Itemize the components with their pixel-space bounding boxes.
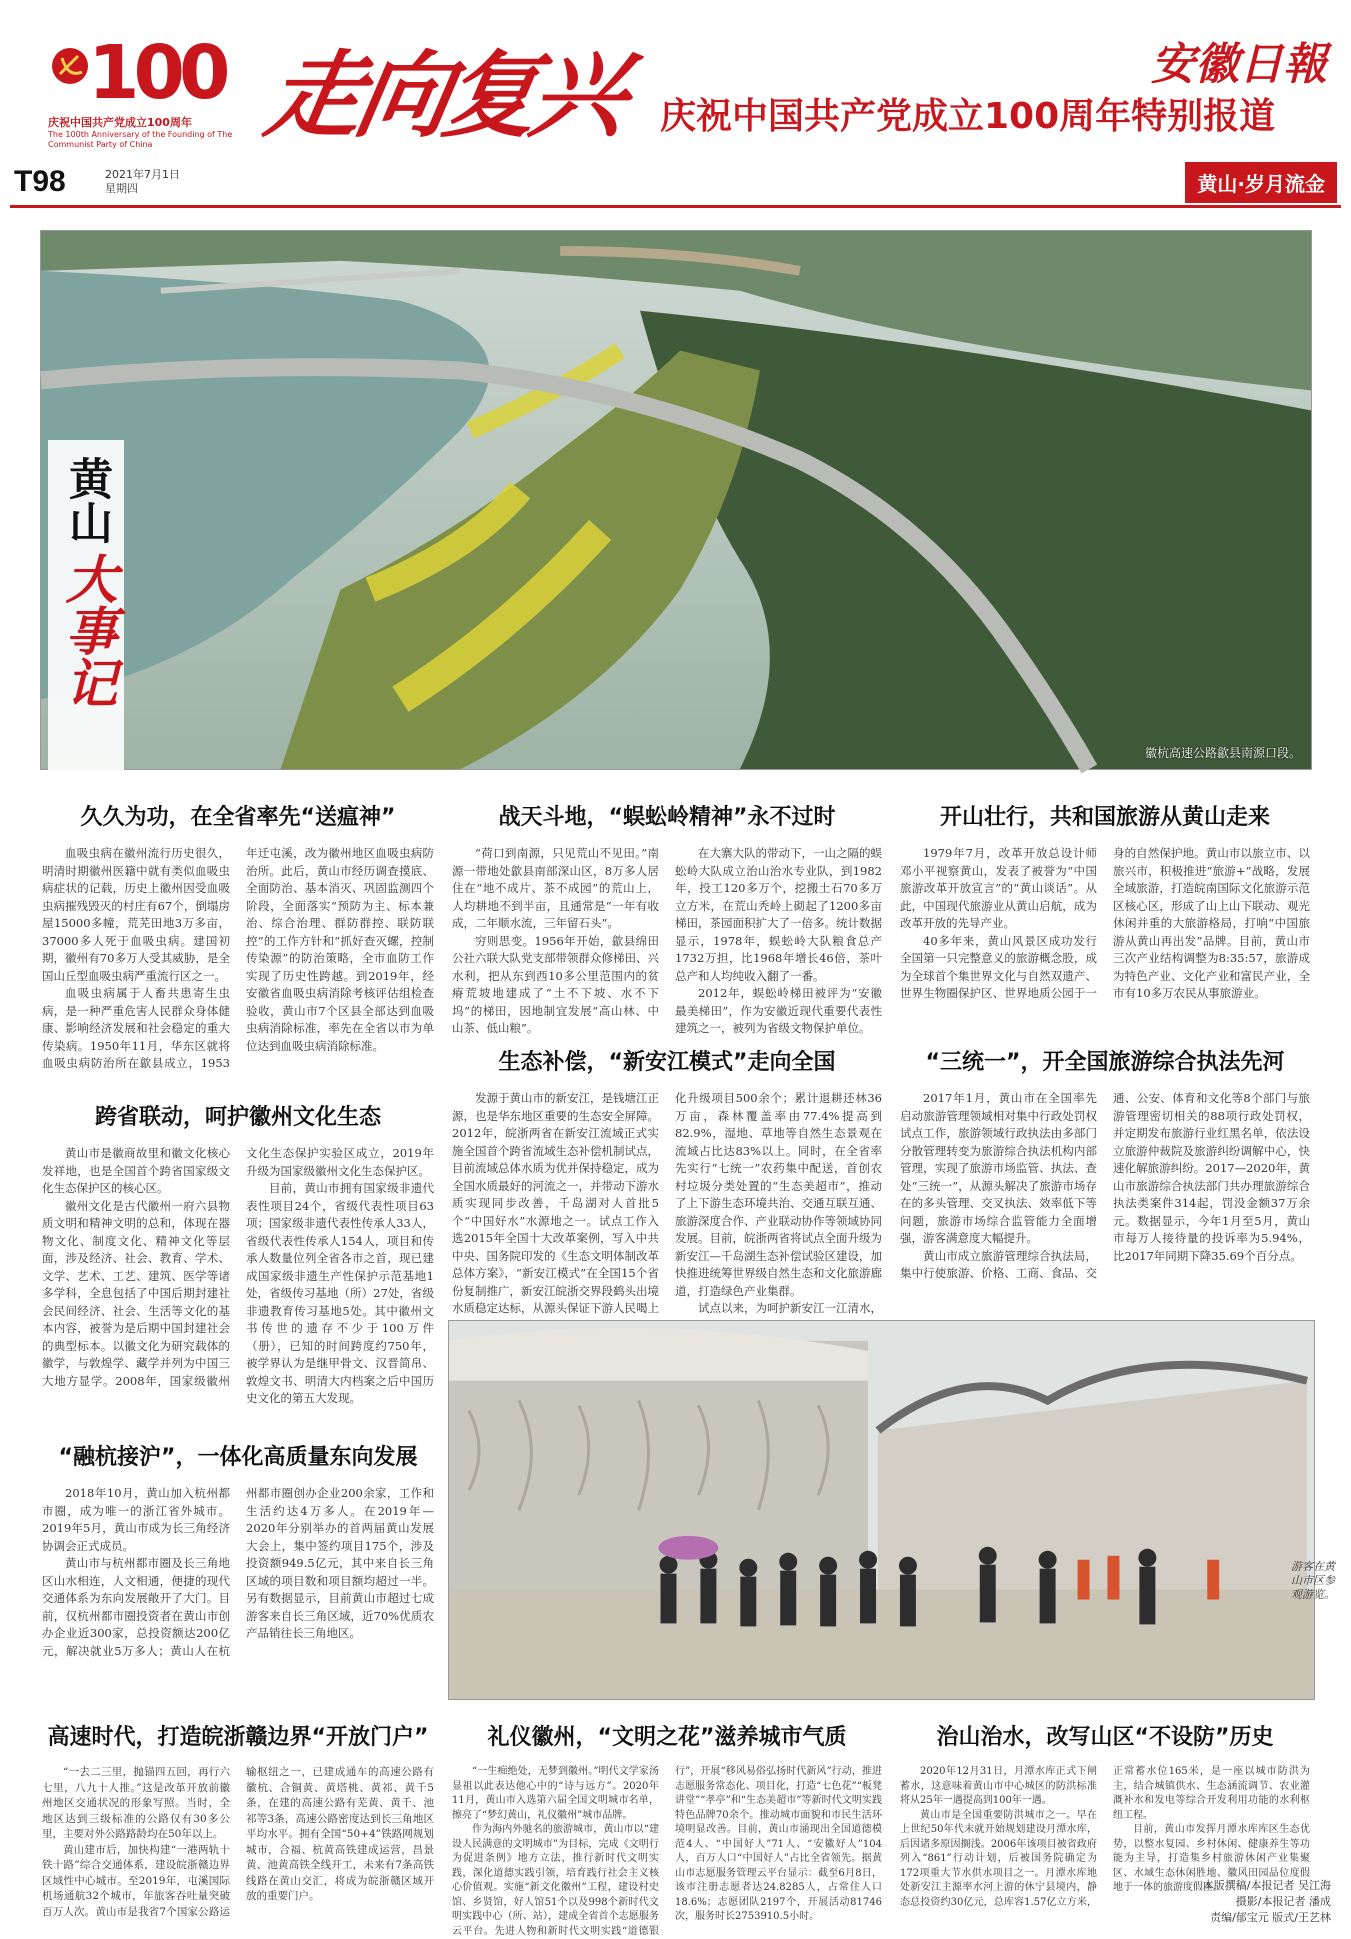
article-title: 高速时代，打造皖浙赣边界“开放门户”: [47, 1725, 429, 1750]
header-divider: [10, 205, 1341, 208]
article-title: 生态补偿，“新安江模式”走向全国: [498, 1050, 836, 1075]
paragraph: 黄山市是徽商故里和徽文化核心发祥地，也是全国首个跨省国家级文化生态保护区的核心区。: [42, 1146, 230, 1195]
article-body: [42, 1145, 434, 1408]
paragraph: 黄山市与杭州都市圈及长三角地区山水相连，人文相通，便捷的现代交通体系为东向发展敞开了大门。目前，仅杭州都市圈投资者在黄山市创办企业近300家，总投资额达200亿元，解决就业5万多人；黄山人在杭州都市圈创办企业200余家，工作和生活约达4万多人。在2019年—2020年分别举办的首两届黄山发展大会上，集中签约项目175个，涉及投资额949.5亿元，其中来自长三角区域的项目数和项目额均超过一半。另有数据显示，目前黄山市超过七成游客来自长三角区域，近70%优质农产品销往长三角地区。: [42, 1486, 434, 1658]
article-title: “三统一”，开全国旅游综合执法先河: [925, 1050, 1285, 1075]
paragraph: “一去二三里，抛锚四五回，再行六七里，八九十人推。”这是改革开放前徽州地区交通状况的形象写照。当时，全地区达到三级标准的公路仅有30多公里，主要对外公路路龄均在50年以上。: [42, 1766, 230, 1840]
paragraph: 发源于黄山市的新安江，是钱塘江正源，也是华东地区重要的生态安全屏障。2012年，皖浙两省在新安江流域正式实施全国首个跨省流域生态补偿机制试点，目前流域总体水质为优并保持稳定，成为全国水质最好的河流之一，并带动下游水质实现同步改善，千岛湖对人首批5个“中国好水”水源地之一。试点工作入选2015年全国十大改革案例，写入中共中央、国务院印发的《生态文明体制改革总体方案》，“新安江模式”在全国15个省份复制推广，新安江皖浙交界段鹤头出境水质稳定达标，从源头保证下游人民喝上: [452, 1091, 659, 1315]
article-civility: [452, 1720, 882, 1937]
article-title: 战天斗地，“蜈蚣岭精神”永不过时: [498, 805, 836, 830]
paragraph: 2012年，蜈蚣岭梯田被评为“安徽最美梯田”，作为安徽近现代重要代表性建筑之一，被列为省级文物保护单位。: [675, 986, 882, 1035]
paragraph: 1979年7月，改革开放总设计师邓小平视察黄山，发表了被誉为“中国旅游改革开放宣言”的“黄山谈话”。从此，中国现代旅游业从黄山启航，成为改革开放的先导产业。: [900, 846, 1097, 930]
hero-photo-caption: 徽杭高速公路歙县南源口段。: [1144, 746, 1301, 760]
paragraph: 血吸虫病属于人畜共患寄生虫病，是一种严重危害人民群众身体健康、影响经济发展和社会稳定的重大传染病。1950年11月，华东区就将血吸虫病防治所在歙县成立，1953年迁屯溪，改为徽州地区血吸虫病防治所。此后，黄山市经历调查摸底、全面防治、基本消灭、巩固监测四个阶段，全面落实“预防为主、标本兼治、综合治理、群防群控、联防联控”的工作方针和“抓好查灭螺，控制传染源”的防治策略，全市血防工作实现了历史性跨越。到2019年，经安徽省血吸虫病消除考核评估组检查验收，黄山市7个区县全部达到血吸虫病消除标准，率先在全省以市为单位达到血吸虫病消除标准。: [42, 846, 434, 1070]
centenary-logo: [48, 26, 248, 149]
paragraph: 黄山市是全国重要防洪城市之一。早在上世纪50年代末就开始规划建设月潭水库，后因诸多原因搁浅。2006年该项目被省政府列入“861”行动计划，后被国务院确定为172项重大节水供水项目之一。月潭水库地处新安江主源率水河上游的休宁县境内，静态总投资约30亿元，总库容1.57亿立方米，正常蓄水位165米，是一座以城市防洪为主，结合城镇供水、生态涵流调节、农业灌溉补水和发电等综合开发利用功能的水利枢纽工程。: [900, 1766, 1310, 1908]
paragraph: 试点以来，为呵护新安江一江清水，: [698, 1301, 882, 1315]
article-body: [42, 1765, 434, 1920]
vertical-section-title: [48, 440, 124, 770]
paragraph: 在大寨大队的带动下，一山之隔的蜈蚣岭大队成立治山治水专业队，到1982年，投工120多万个，挖搬土石70多万立方米，在荒山秃岭上砌起了1200多亩梯田，茶园面积扩大了一倍多。统计数据显示，1978年，蜈蚣岭大队粮食总产1732万担，比1968年增长46倍，茶叶总产和人均纯收入翻了一番。: [675, 846, 882, 983]
article-body: [900, 1090, 1310, 1283]
paragraph: 黄山建市后，加快构建“一港两轨十铁十路”综合交通体系，建设皖浙赣边界区域性中心城市。至2019年，屯溪国际机场通航32个城市，年旅客吞吐量突破百万人次。黄山市是我省7个国家公路运输枢纽之一，已建成通车的高速公路有徽杭、合铜黄、黄塔桃、黄祁、黄千5条，在建的高速公路有芜黄、黄千、池祁等3条，高速公路密度达到长三角地区平均水平。拥有全国“50+4”铁路网规划城市，合福、杭黄高铁建成运营，昌景黄、池黄高铁全线开工，未来有7条高铁线路在黄山交汇，将成为皖浙赣区域开放的重要门户。: [42, 1766, 434, 1918]
article-huizhou-culture: [42, 1100, 434, 1408]
section-badge: 黄山·岁月流金: [1185, 162, 1337, 203]
article-title: 治山治水，改写山区“不设防”历史: [936, 1725, 1274, 1750]
credit-editor: 责编/郁宝元 版式/王艺林: [1210, 1911, 1331, 1924]
paragraph: 目前，黄山市拥有国家级非遗代表性项目24个，省级代表性项目63项；国家级非遗代表性传承人33人，省级代表性传承人154人，项目和传承人数量位列全省各市之首，现已建成国家级非遗生产性保护示范基地1处，省级传习基地（所）27处，省级非遗教育传习基地5处。其中徽州文书传世的遗存不少于100万件（册），已知的时间跨度约750年，被学界认为是继甲骨文、汉晋简帛、敦煌文书、明清大内档案之后中国历史文化的第五大发现。: [246, 1181, 434, 1405]
credit-writer: 本版撰稿/本报记者 吴江海: [1202, 1879, 1331, 1892]
article-title: 礼仪徽州，“文明之花”滋养城市气质: [487, 1725, 847, 1750]
weekday-text: 星期四: [105, 182, 138, 195]
special-report-title: 庆祝中国共产党成立100周年特别报道: [660, 96, 1276, 137]
article-tourism: [900, 800, 1310, 1003]
page-number: T98: [14, 165, 66, 198]
article-body: [42, 845, 434, 1073]
page-credits: [1131, 1878, 1331, 1926]
issue-date: [105, 168, 180, 196]
date-text: 2021年7月1日: [105, 168, 180, 181]
paragraph: 目前，黄山市发挥月潭水库库区生态优势，以整水复园、乡村休闲、健康养生等功能为主导，打造集乡村旅游休闲产业集聚区、水域生态休闲胜地、徽风田园品位度假地于一体的旅游度假区。: [1113, 1824, 1310, 1893]
paragraph: “一生痴绝处，无梦到徽州。”明代文学家汤显祖以此表达他心中的“诗与远方”。2020年11月，黄山市入选第六届全国文明城市名单，擦亮了“梦幻黄山，礼仪徽州”城市品牌。: [452, 1766, 659, 1821]
article-title: 开山壮行，共和国旅游从黄山走来: [939, 805, 1270, 830]
paragraph: 徽州文化是古代徽州一府六县物质文明和精神文明的总和，体现在器物文化、制度文化、精神文化等层面，涉及经济、社会、教育、学术、文学、艺术、工艺、建筑、医学等诸多学科，全息包括了中国后期封建社会民间经济、社会、生活等文化的基本内容，被誉为是后期中国封建社会的典型标本。以徽文化为研究载体的徽学，与敦煌学、藏学并列为中国三大地方显学。2008年，国家级徽州文化生态保护实验区成立，2019年升级为国家级徽州文化生态保护区。: [42, 1146, 434, 1388]
article-body: [452, 845, 882, 1038]
paragraph: 血吸虫病在徽州流行历史很久，明清时期徽州医籍中就有类似血吸虫病症状的记载，历史上徽州因受血吸虫病摧残毁灭的村庄有67个，倒塌房屋15000多幢，荒芜田地3万多亩，37000多人死于血吸虫病。建国初期，徽州有70多万人受其威胁，是全国山丘型血吸虫病严重流行区之一。: [42, 846, 230, 983]
paragraph: 化升级项目500余个；累计退耕还林36万亩，森林覆盖率由77.4%提高到82.9%，湿地、草地等自然生态景观在流域占比达83%以上。同时，在全省率先实行“七统一”农药集中配送，首创农村垃圾分类处置的“生态美超市”，推动了上下游生态环境共治、交通互联互通、旅游深度合作、产业联动协作等领域协同发展。目前，皖浙两省将试点全面升级为新安江—千岛湖生态补偿试验区建设，加快推进统筹世界级自然生态和文化旅游廊道，打造绿色产业集群。: [675, 1091, 882, 1298]
article-body: [42, 1485, 434, 1660]
tourists-photo: [448, 1320, 1315, 1700]
article-body: [900, 845, 1310, 1003]
credit-photo: 摄影/本报记者 潘成: [1235, 1895, 1331, 1908]
article-schistosomiasis: [42, 800, 434, 1073]
hero-photo: [40, 230, 1312, 770]
vertical-title-line2: 大事记: [56, 552, 117, 708]
paragraph: 2018年10月，黄山加入杭州都市圈，成为唯一的浙江省外城市。2019年5月，黄山市成为长三角经济协调会正式成员。: [42, 1486, 230, 1553]
paragraph: 40多年来，黄山风景区成功发行全国第一只完整意义的旅游概念股，成为全球首个集世界文化与自然双遗产、世界生物圈保护区、世界地质公园于一身的自然保护地。黄山市以旅立市、以旅兴市，积极推进“旅游+”战略，发展全域旅游，打造皖南国际文化旅游示范区核心区，形成了山上山下联动、观光休闲并重的大旅游格局，打响“中国旅游从黄山再出发”品牌。目前，黄山市三次产业结构调整为8:35:57，旅游成为特色产业、文化产业和富民产业，全市有10多万农民从事旅游业。: [900, 846, 1310, 1000]
tourists-photo-caption: 游客在黄山市区参观游览。: [1291, 1560, 1335, 1601]
masthead: [0, 0, 1351, 200]
article-body: [452, 1765, 882, 1939]
relief-wall-image: [449, 1321, 1314, 1699]
paragraph: 2020年12月31日，月潭水库正式下闸蓄水，这意味着黄山市中心城区的防洪标准将从25年一遇提高到100年一遇。: [900, 1766, 1097, 1806]
article-hangzhou-shanghai: [42, 1440, 434, 1660]
hammer-sickle-icon: [48, 26, 248, 116]
paragraph: 黄山市成立旅游管理综合执法局，集中行使旅游、价格、工商、食品、交通、公安、体育和文化等8个部门与旅游管理密切相关的88项行政处罚权，并定期发布旅游行业红黑名单，依法设立旅游仲裁院及旅游纠纷调解中心，快速化解旅游纠纷。2017—2020年，黄山市旅游综合执法部门共办理旅游综合执法类案件314起，罚没金额37万余元。数据显示，今年1月至5月，黄山市每万人接待量的投诉率为5.94%，比2017年同期下降35.69个百分点。: [900, 1091, 1310, 1280]
article-title: 久久为功，在全省率先“送瘟神”: [80, 805, 396, 830]
aerial-highway-image: [41, 231, 1311, 769]
logo-english-caption: The 100th Anniversary of the Founding of The Communist Party of China: [48, 130, 233, 149]
paragraph: 作为海内外驰名的旅游城市，黄山市以“建设人民满意的文明城市”为目标，完成《文明行为促进条例》地方立法，推行新时代文明实践，深化道德实践引领，培育践行社会主义核心价值观。实施“新文化徽州”工程，建设村史馆、乡贤馆，好人馆51个以及998个新时代文明实践中心（所、站），建成全省首个志愿服务云平台。先进人物和新时代文明实践“道德银行”，开展“移风易俗弘扬时代新风”行动，推进志愿服务常态化、项目化，打造“七色花”“板凳讲堂”“孝亭”和“生态美超市”等新时代文明实践特色品牌70余个。推动城市面貌和市民生活环境明显改善。目前，黄山市涌现出全国道德模范4人、“中国好人”71人、“安徽好人”104人，百万人口“中国好人”占比全省领先。据黄山市志愿服务管理云平台显示：截至6月8日，该市注册志愿者达24.8285人，占常住人口18.6%；志愿团队2197个，开展活动81746次，服务时长2753910.5小时。: [452, 1766, 882, 1937]
calligraphy-title: 走向复兴: [258, 41, 631, 151]
paragraph: 2017年1月，黄山市在全国率先启动旅游管理领域相对集中行政处罚权试点工作，旅游领域行政执法由多部门分散管理转变为旅游综合执法机构内部管理，实现了旅游市场监管、执法、查处“三统一”，从源头解决了旅游市场存在的多头管理、交叉执法、效率低下等问题，旅游市场综合监管能力全面增强，游客满意度大幅提升。: [900, 1091, 1097, 1245]
vertical-title-line1: 黄山: [61, 456, 112, 544]
paragraph: 穷则思变。1956年开始，歙县绵田公社六联大队党支部带领群众修梯田、兴水利，把从东到西10多公里范围内的贫瘠荒坡地建成了“土不下坡、水不下坞”的梯田，因地制宜发展“高山林、中山茶、低山粮”。: [452, 933, 659, 1035]
newspaper-name: 安徽日報: [1151, 39, 1327, 90]
paragraph: “荷口到南源，只见荒山不见田。”南源一带地处歙县南部深山区，8万多人居住在“地不成片、茶不成园”的荒山上，人均耕地不到半亩，且通常是“一年有收成，二年顺水流，三年留石头”。: [452, 846, 659, 930]
article-title: “融杭接沪”，一体化高质量东向发展: [58, 1445, 418, 1470]
article-highway: [42, 1720, 434, 1920]
article-tourism-enforcement: [900, 1045, 1310, 1283]
article-wugongling: [452, 800, 882, 1038]
svg-text:100: 100: [88, 30, 225, 116]
logo-caption: 庆祝中国共产党成立100周年: [48, 116, 192, 129]
article-title: 跨省联动，呵护徽州文化生态: [94, 1105, 381, 1130]
